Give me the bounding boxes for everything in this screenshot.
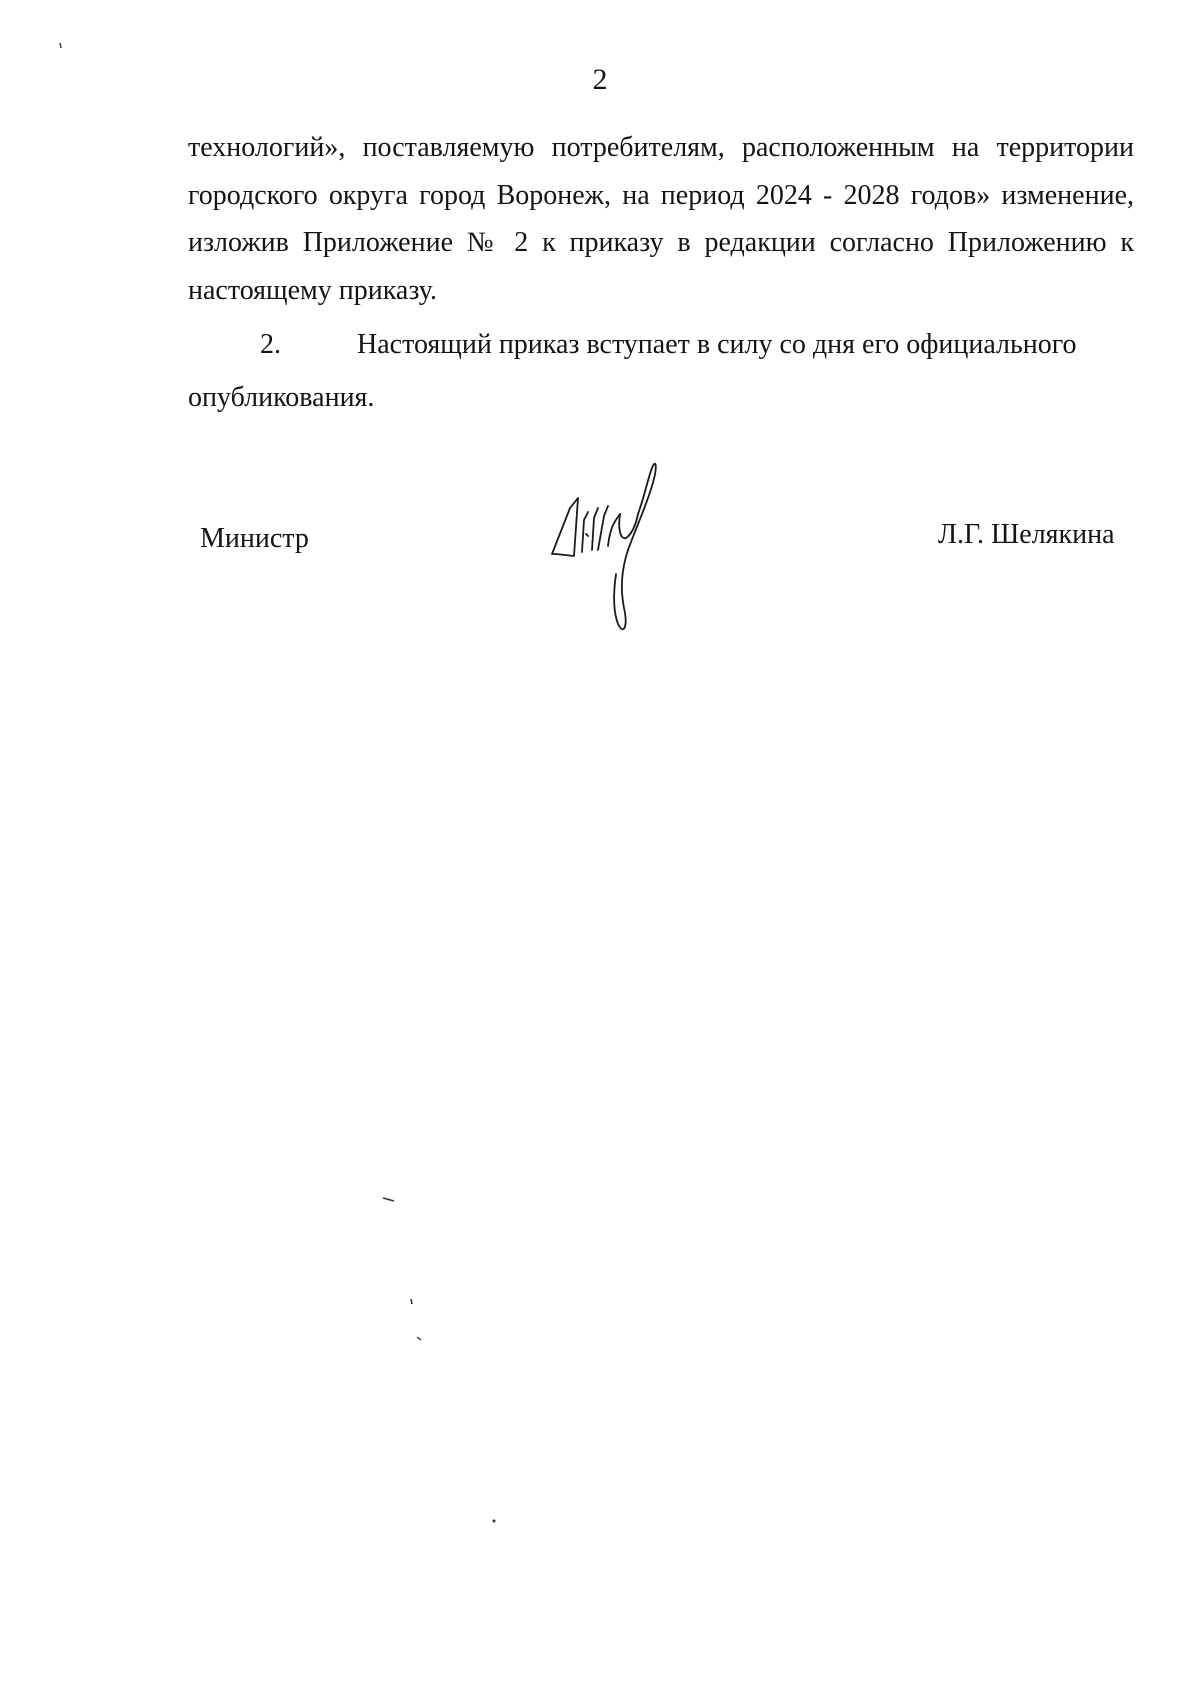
paragraph-2-text: Настоящий приказ вступает в силу со дня его официального xyxy=(357,329,1077,360)
paragraph-1-line: настоящему приказу. xyxy=(188,274,438,306)
signer-name: Л.Г. Шелякина xyxy=(938,519,1115,550)
paragraph-2 xyxy=(188,318,1134,424)
signer-position: Министр xyxy=(200,523,309,554)
page-number: 2 xyxy=(592,63,608,96)
paragraph-2-line-2: опубликования. xyxy=(188,382,375,413)
handwritten-signature xyxy=(548,458,668,638)
paragraph-1-line: городского округа город Воронеж, на период 2024 - 2028 годов» изменение, xyxy=(188,179,1134,211)
scan-speck xyxy=(58,42,64,50)
scan-speck xyxy=(382,1196,396,1204)
paragraph-1-line: технологий», поставляемую потребителям, расположенным на территории xyxy=(188,132,1134,163)
scan-speck xyxy=(409,1298,415,1306)
paragraph-1 xyxy=(188,124,1134,314)
scan-speck xyxy=(416,1336,424,1342)
item-number: 2. xyxy=(260,329,281,360)
paragraph-2-line-1 xyxy=(188,318,1134,371)
scan-speck xyxy=(491,1518,497,1524)
paragraph-1-line: изложив Приложение № 2 к приказу в редакции согласно Приложению к xyxy=(188,227,1134,258)
